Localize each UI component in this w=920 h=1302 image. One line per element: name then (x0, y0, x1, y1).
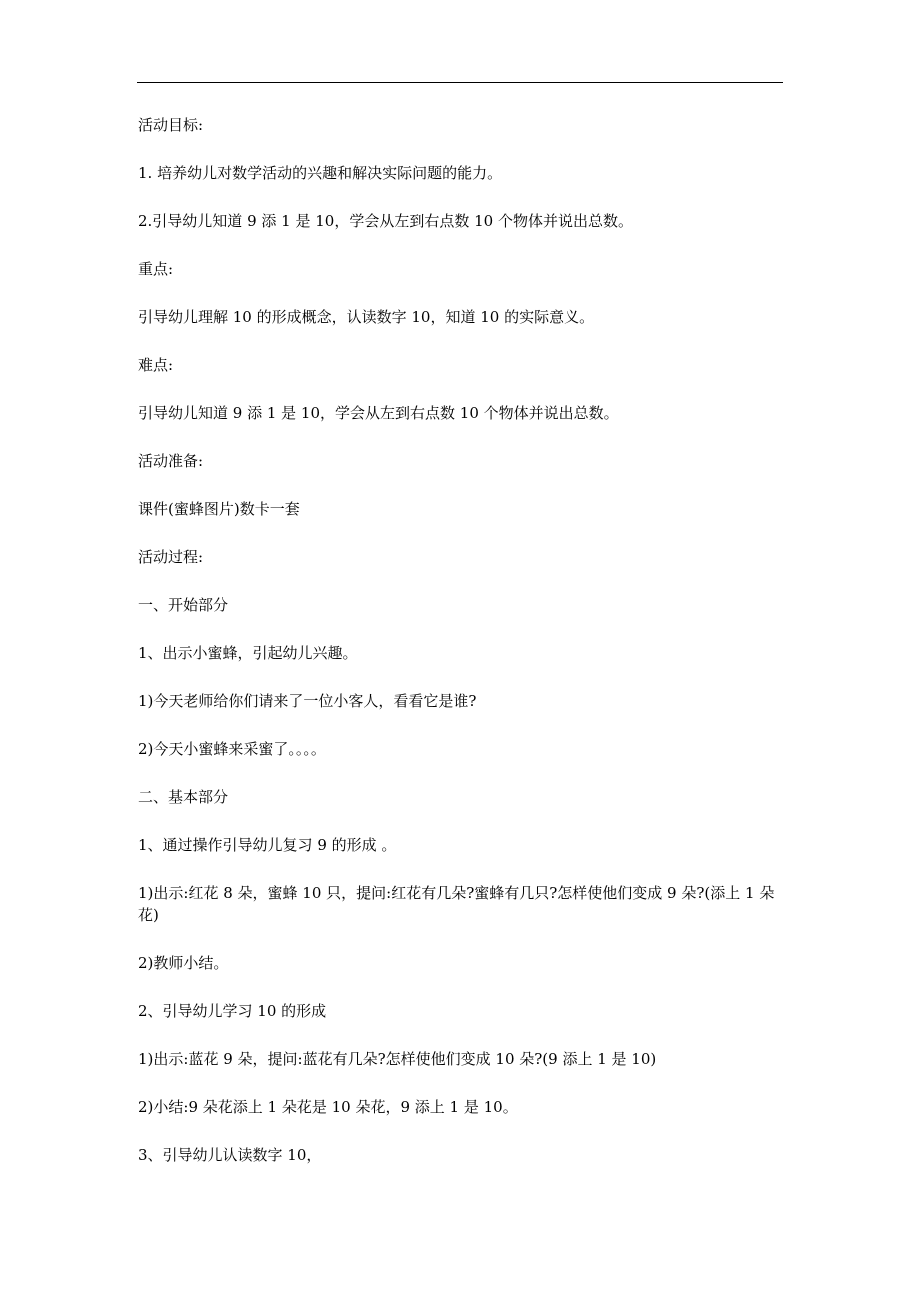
paragraph-difficulty: 引导幼儿知道 9 添 1 是 10，学会从左到右点数 10 个物体并说出总数。 (138, 404, 619, 422)
paragraph-step-2-3: 3、引导幼儿认读数字 10， (138, 1146, 322, 1164)
paragraph-goal-2: 2.引导幼儿知道 9 添 1 是 10，学会从左到右点数 10 个物体并说出总数。 (138, 212, 633, 230)
paragraph-key-point-heading: 重点: (138, 260, 174, 278)
paragraph-step-1-1-a: 1)今天老师给你们请来了一位小客人，看看它是谁? (138, 692, 477, 710)
paragraph-step-2-1: 1、通过操作引导幼儿复习 9 的形成 。 (138, 836, 397, 854)
paragraph-section-2-heading: 二、基本部分 (138, 788, 229, 806)
paragraph-activity-goals-heading: 活动目标: (138, 116, 204, 134)
document-body (138, 114, 788, 1192)
paragraph-preparation: 课件(蜜蜂图片)数卡一套 (138, 500, 300, 518)
paragraph-process-heading: 活动过程: (138, 548, 204, 566)
paragraph-step-2-2: 2、引导幼儿学习 10 的形成 (138, 1002, 327, 1020)
paragraph-step-1-1-b: 2)今天小蜜蜂来采蜜了。。。。 (138, 740, 326, 758)
paragraph-preparation-heading: 活动准备: (138, 452, 204, 470)
paragraph-difficulty-heading: 难点: (138, 356, 174, 374)
paragraph-key-point: 引导幼儿理解 10 的形成概念，认读数字 10，知道 10 的实际意义。 (138, 308, 595, 326)
paragraph-step-2-2-a: 1)出示:蓝花 9 朵，提问:蓝花有几朵?怎样使他们变成 10 朵?(9 添上 1 是 10) (138, 1050, 657, 1068)
paragraph-section-1-heading: 一、开始部分 (138, 596, 229, 614)
paragraph-step-1-1: 1、出示小蜜蜂，引起幼儿兴趣。 (138, 644, 358, 662)
paragraph-step-2-2-b: 2)小结:9 朵花添上 1 朵花是 10 朵花，9 添上 1 是 10。 (138, 1098, 518, 1116)
paragraph-step-2-1-a: 1)出示:红花 8 朵，蜜蜂 10 只，提问:红花有几朵?蜜蜂有几只?怎样使他们变成 9 朵?(添上 1 朵花) (138, 884, 775, 924)
paragraph-goal-1: 1. 培养幼儿对数学活动的兴趣和解决实际问题的能力。 (138, 164, 503, 182)
header-rule (137, 82, 783, 83)
paragraph-step-2-1-b: 2)教师小结。 (138, 954, 229, 972)
